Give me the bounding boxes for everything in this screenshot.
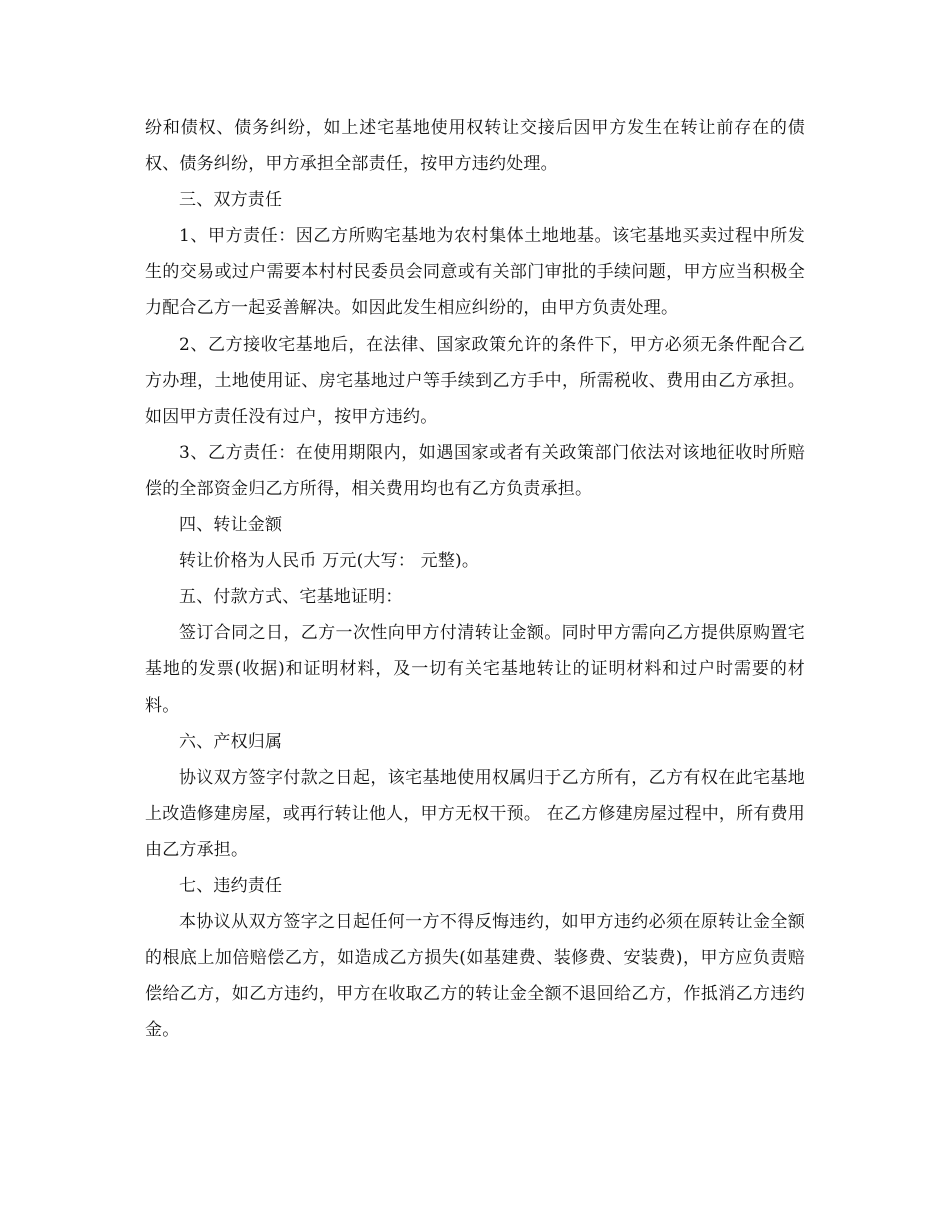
section-heading-responsibilities: 三、双方责任 [179,190,283,211]
paragraph-party-a-responsibility: 1、甲方责任：因乙方所购宅基地为农村集体土地地基。该宅基地买卖过程中所发生的交易或过户需要本村村民委员会同意或有关部门审批的手续问题，甲方应当积极全力配合乙方一起妥善解决。如因此发生相应纠纷的，由甲方负责处理。 [145,226,805,319]
paragraph-continuation: 纷和债权、债务纠纷，如上述宅基地使用权转让交接后因甲方发生在转让前存在的债权、债务纠纷，甲方承担全部责任，按甲方违约处理。 [145,118,805,175]
paragraph-breach-terms: 本协议从双方签字之日起任何一方不得反悔违约，如甲方违约必须在原转让金全额的根底上加倍赔偿乙方，如造成乙方损失(如基建费、装修费、安装费)，甲方应负责赔偿给乙方，如乙方违约，甲方在收取乙方的转让金全额不退回给乙方，作抵消乙方违约金。 [145,912,805,1041]
section-heading-breach-liability: 七、违约责任 [179,875,283,896]
paragraph-ownership-terms: 协议双方签字付款之日起，该宅基地使用权属归于乙方所有，乙方有权在此宅基地上改造修建房屋，或再行转让他人，甲方无权干预。 在乙方修建房屋过程中，所有费用由乙方承担。 [145,767,805,860]
paragraph-party-b-receipt: 2、乙方接收宅基地后，在法律、国家政策允许的条件下，甲方必须无条件配合乙方办理，土地使用证、房宅基地过户等手续到乙方手中，所需税收、费用由乙方承担。 如因甲方责任没有过户，按甲方违约。 [145,334,805,427]
paragraph-payment-terms: 签订合同之日，乙方一次性向甲方付清转让金额。同时甲方需向乙方提供原购置宅基地的发票(收据)和证明材料，及一切有关宅基地转让的证明材料和过户时需要的材料。 [145,623,805,716]
section-heading-ownership: 六、产权归属 [179,731,283,752]
section-heading-payment-method: 五、付款方式、宅基地证明： [179,587,403,608]
paragraph-transfer-price: 转让价格为人民币 万元(大写： 元整)。 [179,551,480,572]
section-heading-transfer-amount: 四、转让金额 [179,515,283,536]
document-body [145,110,805,1048]
paragraph-party-b-responsibility: 3、乙方责任：在使用期限内，如遇国家或者有关政策部门依法对该地征收时所赔偿的全部资金归乙方所得，相关费用均也有乙方负责承担。 [145,442,805,499]
